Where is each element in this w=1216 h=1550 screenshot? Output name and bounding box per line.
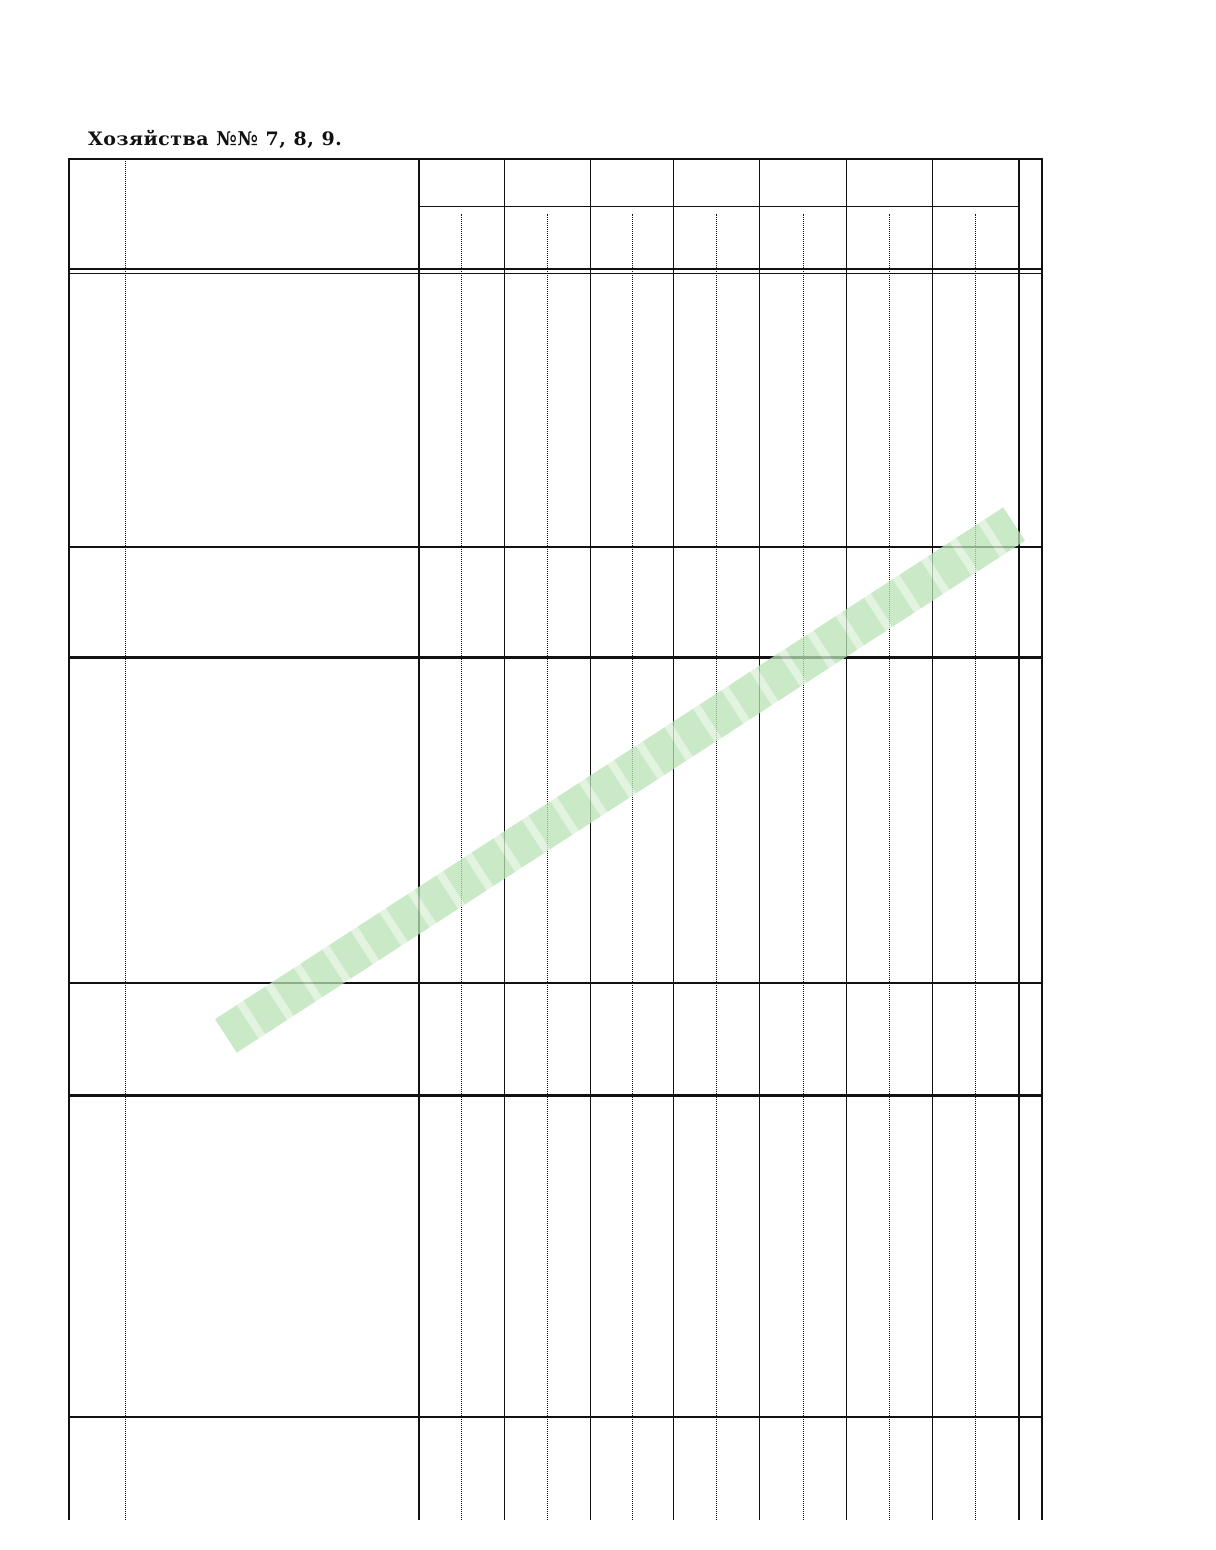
- rule-line: [68, 546, 1042, 548]
- rule-line: [590, 158, 591, 1520]
- rule-line: [803, 214, 804, 1520]
- rule-line: [716, 214, 717, 1520]
- rule-line: [418, 206, 1018, 207]
- rule-line: [932, 158, 933, 1520]
- rule-line: [68, 1416, 1042, 1418]
- rule-line: [68, 268, 1042, 270]
- rule-line: [975, 214, 976, 1520]
- rule-line: [68, 982, 1042, 984]
- rule-line: [673, 158, 674, 1520]
- rule-line: [125, 158, 126, 1520]
- page-title: Хозяйства №№ 7, 8, 9.: [88, 128, 343, 150]
- rule-line: [68, 1096, 1042, 1097]
- rule-line: [889, 214, 890, 1520]
- rule-line: [68, 158, 70, 1520]
- rule-line: [418, 158, 420, 1520]
- rule-line: [1018, 158, 1020, 1520]
- rule-line: [632, 214, 633, 1520]
- rule-line: [846, 158, 847, 1520]
- rule-line: [68, 658, 1042, 659]
- rule-line: [759, 158, 760, 1520]
- rule-line: [1041, 158, 1043, 1520]
- rule-line: [68, 158, 1042, 160]
- rule-line: [547, 214, 548, 1520]
- rule-line: [68, 273, 1042, 274]
